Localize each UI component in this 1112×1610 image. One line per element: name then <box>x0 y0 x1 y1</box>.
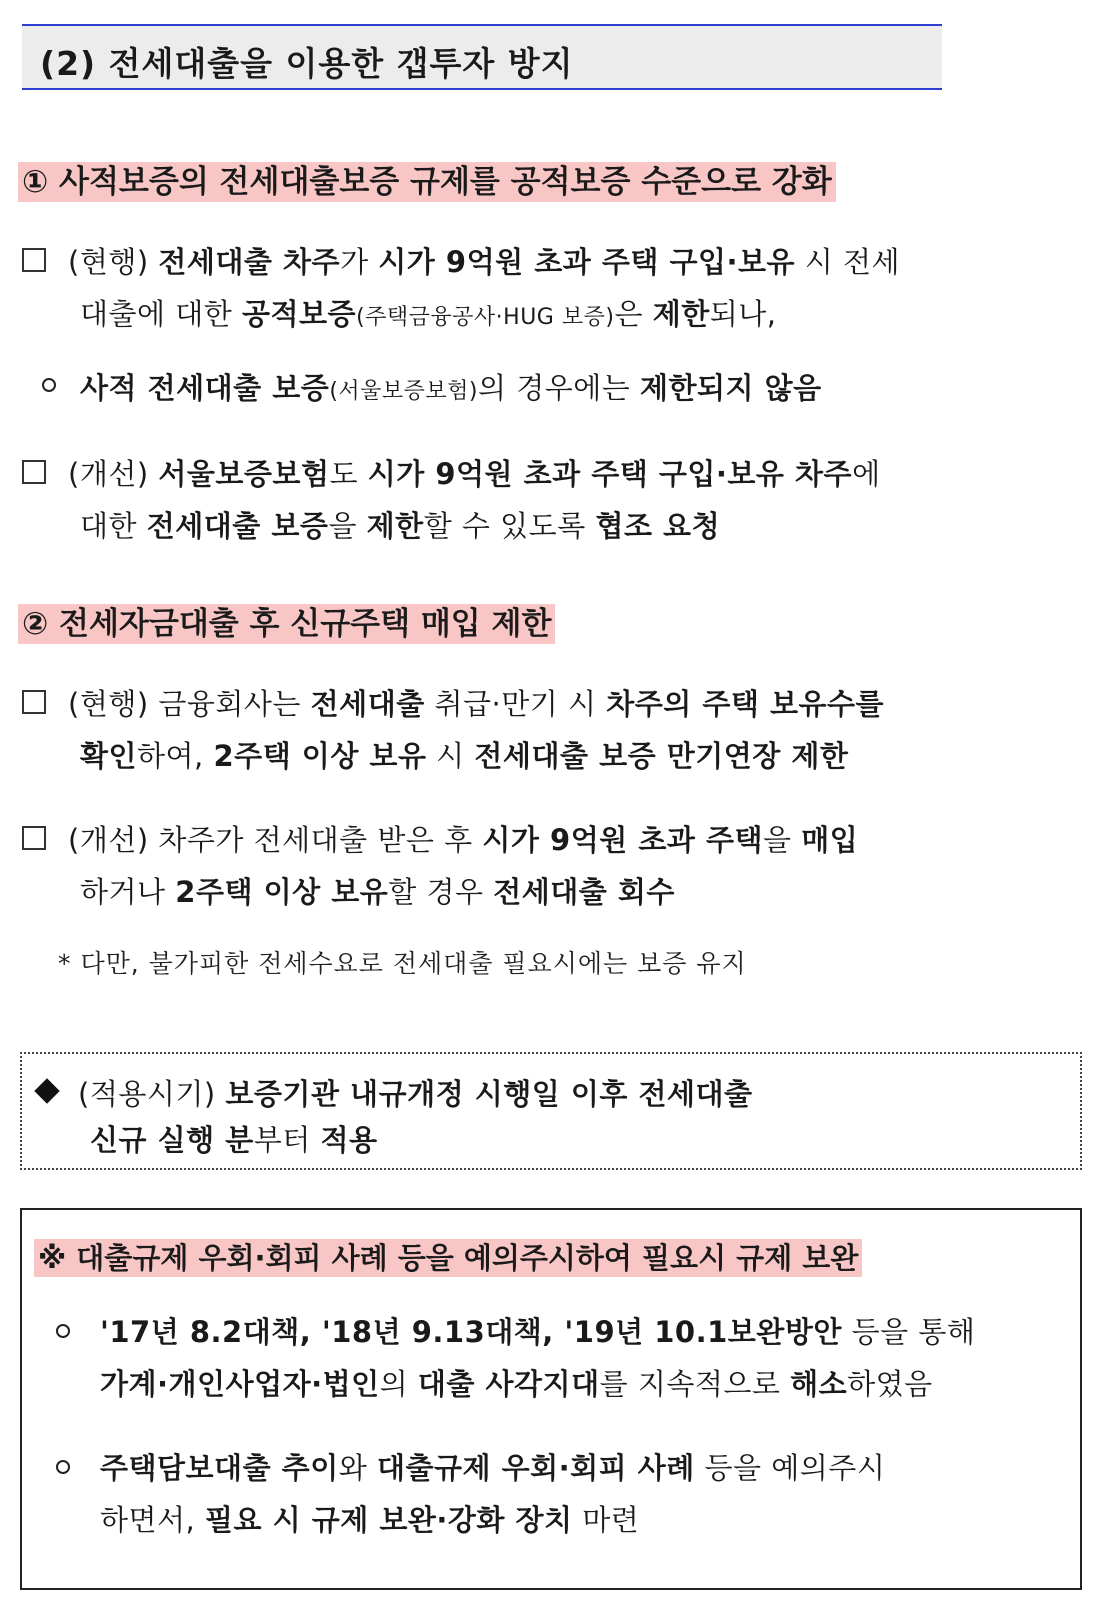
text-bold: 전세대출 보증 만기연장 제한 <box>474 739 849 773</box>
text-bold: 해소 <box>790 1367 848 1401</box>
text: 되나, <box>709 297 777 331</box>
text: 의 경우에는 <box>478 371 641 405</box>
text: 가 <box>340 245 379 279</box>
text-bold: 적용 <box>320 1123 378 1157</box>
label-improve: (개선) <box>68 823 159 857</box>
text-bold: 서울보증보험 <box>158 457 330 491</box>
checkbox-icon <box>22 826 46 850</box>
text: 시 전세 <box>795 245 901 279</box>
checkbox-icon <box>22 690 46 714</box>
text-bold: 보증기관 내규개정 시행일 이후 전세대출 <box>225 1077 753 1111</box>
text-bold: 공적보증 <box>242 297 357 331</box>
notice-title-wrap <box>34 1236 862 1277</box>
text: 취급·만기 시 <box>424 687 607 721</box>
label-current: (현행) <box>68 687 159 721</box>
bullet-circle-icon <box>42 378 56 392</box>
s2-current-line1 <box>68 682 884 723</box>
text-bold: 협조 요청 <box>595 509 721 543</box>
text-bold: 가계·개인사업자·법인 <box>100 1367 380 1401</box>
text-bold: 전세대출 보증 <box>146 509 329 543</box>
text: 차주가 전세대출 받은 후 <box>158 823 483 857</box>
text-bold: 2주택 이상 보유 <box>175 875 389 909</box>
footnote: * 다만, 불가피한 전세수요로 전세대출 필요시에는 보증 유지 <box>58 949 747 978</box>
s1-sub-line <box>80 366 822 407</box>
bullet-circle-icon <box>56 1460 70 1474</box>
text-bold: 대출규제 우회·회피 사례 <box>376 1451 695 1485</box>
text: 대한 <box>80 509 147 543</box>
section-1-title: ① 사적보증의 전세대출보증 규제를 공적보증 수준으로 강화 <box>18 162 836 202</box>
text: 부터 <box>253 1123 321 1157</box>
label-current: (현행) <box>68 245 159 279</box>
text: 의 <box>379 1367 418 1401</box>
s1-improve-line1 <box>68 452 881 493</box>
s1-improve-line2 <box>80 504 720 545</box>
notice-item1-line1 <box>100 1310 975 1351</box>
text-bold: '17년 8.2대책, '18년 9.13대책, '19년 10.1보완방안 <box>100 1315 842 1349</box>
text-bold: 사적 전세대출 보증 <box>80 371 330 405</box>
text: 을 <box>762 823 802 857</box>
text-bold: 시가 9억원 초과 주택 구입·보유 <box>378 245 796 279</box>
label-improve: (개선) <box>68 457 159 491</box>
text: 할 수 있도록 <box>423 509 596 543</box>
text-bold: 제한 <box>652 297 710 331</box>
text-bold: 전세대출 회수 <box>493 875 675 909</box>
text: 하면서, <box>100 1503 205 1537</box>
s2-current-line2 <box>80 734 848 775</box>
text-bold: 제한 <box>366 509 424 543</box>
text-bold: 대출 사각지대 <box>417 1367 600 1401</box>
s1-current-line2 <box>80 292 776 333</box>
text-small: (서울보증보험) <box>329 379 478 404</box>
text-bold: 전세대출 <box>310 687 425 721</box>
text-bold: 2주택 이상 보유 <box>213 739 427 773</box>
apply-line1 <box>78 1072 753 1113</box>
section-2-title: ② 전세자금대출 후 신규주택 매입 제한 <box>18 604 555 644</box>
text-bold: 시가 9억원 초과 주택 <box>482 823 763 857</box>
text-bold: 신규 실행 분 <box>90 1123 254 1157</box>
text: 도 <box>329 457 368 491</box>
text-bold: 전세대출 차주 <box>158 245 341 279</box>
text: 을 <box>328 509 367 543</box>
text: 대출에 대한 <box>80 297 243 331</box>
text: 은 <box>614 297 653 331</box>
checkbox-icon <box>22 460 46 484</box>
text: 할 경우 <box>388 875 494 909</box>
bullet-circle-icon <box>56 1324 70 1338</box>
text: 하여, <box>137 739 214 773</box>
text: 와 <box>338 1451 377 1485</box>
text: 등을 예의주시 <box>694 1451 886 1485</box>
notice-title: ※ 대출규제 우회·회피 사례 등을 예의주시하여 필요시 규제 보완 <box>34 1239 862 1277</box>
text-bold: 차주의 주택 보유수를 <box>606 687 885 721</box>
text-small: (주택금융공사·HUG 보증) <box>356 305 615 330</box>
s2-improve-line2 <box>80 870 675 911</box>
text: 에 <box>852 457 881 491</box>
text-bold: 제한되지 않음 <box>640 371 822 405</box>
text-bold: 주택담보대출 추이 <box>100 1451 339 1485</box>
notice-item1-line2 <box>100 1362 933 1403</box>
text: 하였음 <box>847 1367 933 1401</box>
checkbox-icon <box>22 248 46 272</box>
text: 등을 통해 <box>841 1315 976 1349</box>
label-apply-period: (적용시기) <box>78 1077 226 1111</box>
text: 를 지속적으로 <box>599 1367 791 1401</box>
text: 시 <box>426 739 475 773</box>
text-bold: 매입 <box>801 823 859 857</box>
text-bold: 필요 시 규제 보완·강화 장치 <box>204 1503 573 1537</box>
section-2-title-wrap <box>18 598 555 643</box>
notice-item2-line1 <box>100 1446 885 1487</box>
text-bold: 확인 <box>80 739 138 773</box>
apply-line2 <box>90 1118 378 1159</box>
text: 마련 <box>572 1503 640 1537</box>
s2-improve-line1 <box>68 818 858 859</box>
notice-item2-line2 <box>100 1498 639 1539</box>
section-1-title-wrap <box>18 156 836 201</box>
text-bold: 시가 9억원 초과 주택 구입·보유 차주 <box>367 457 853 491</box>
page-title: (2) 전세대출을 이용한 갭투자 방지 <box>40 44 574 83</box>
text: 하거나 <box>80 875 176 909</box>
s1-current-line1 <box>68 240 900 281</box>
text: 금융회사는 <box>158 687 311 721</box>
